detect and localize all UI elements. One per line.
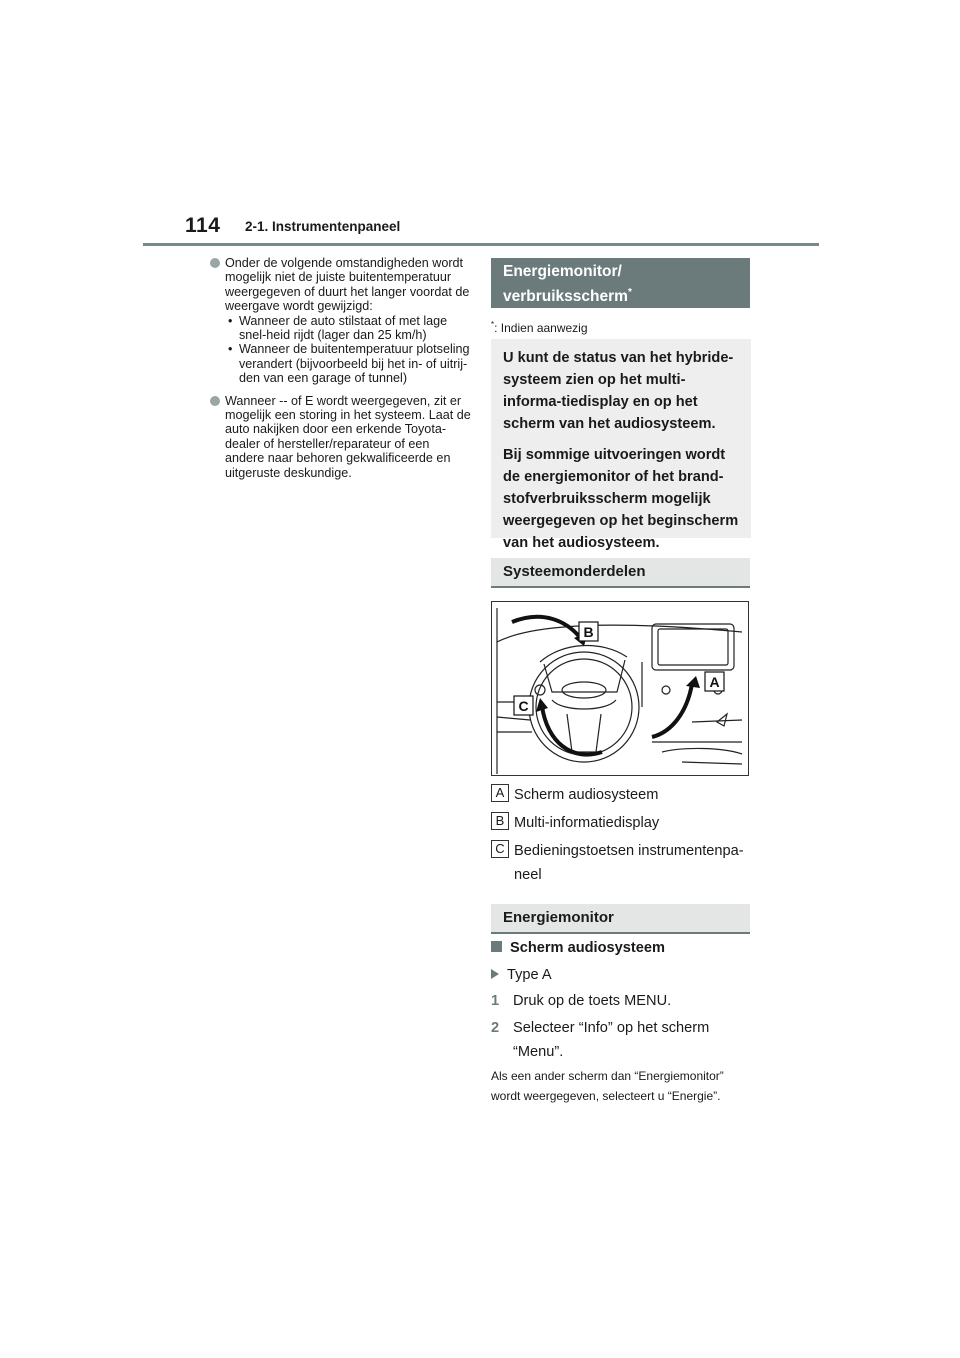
label-b: B xyxy=(583,624,594,640)
footnote: *: Indien aanwezig xyxy=(491,320,588,335)
step-number: 1 xyxy=(491,993,500,1009)
legend-item xyxy=(491,811,753,835)
sub-bullet: • Wanneer de buitentemperatuur plotseling verandert (bijvoorbeeld bij het in- of uitrij-den van een garage of tunnel) xyxy=(228,342,470,386)
bullet-dot-icon xyxy=(210,396,220,406)
note-text: Onder de volgende omstandigheden wordt mogelijk niet de juiste buitentemperatuur weergegeven of duurt het langer voordat de weergave wordt gewijzigd: xyxy=(225,256,470,314)
legend-item xyxy=(491,839,753,883)
header-divider xyxy=(143,243,819,246)
legend-item xyxy=(491,783,753,807)
summary-paragraph: U kunt de status van het hybride-systeem zien op het multi-informa-tiedisplay en op het scherm van het audiosysteem. xyxy=(503,350,734,432)
type-label: Type A xyxy=(491,967,552,983)
note-item xyxy=(210,394,472,480)
legend-text: Bedieningstoetsen instrumentenpa-neel xyxy=(514,843,744,883)
chapter-title: 2-1. Instrumentenpaneel xyxy=(245,219,401,234)
step-number: 2 xyxy=(491,1020,500,1036)
section-heading-systeemonderdelen: Systeemonderdelen xyxy=(491,558,750,588)
bullet-dot-icon xyxy=(210,258,220,268)
note-text: Wanneer -- of E wordt weergegeven, zit er mogelijk een storing in het systeem. Laat de auto nakijken door een erkende Toyota-dealer of hersteller/reparateur of een andere naar behoren gekwalificeerde en uitgeruste deskundige. xyxy=(225,393,471,480)
dashboard-drawing xyxy=(492,602,748,775)
step-text: Druk op de toets MENU. xyxy=(513,993,672,1009)
triangle-bullet-icon xyxy=(491,969,499,979)
legend-letter: C xyxy=(491,840,509,858)
legend-letter: B xyxy=(491,812,509,830)
subheading: Scherm audiosysteem xyxy=(491,940,665,956)
page-number: 114 xyxy=(185,214,221,237)
legend-letter: A xyxy=(491,784,509,802)
label-c: C xyxy=(518,698,529,714)
label-a: A xyxy=(709,674,720,690)
info-note: Als een ander scherm dan “Energiemonitor” wordt weergegeven, selecteert u “Energie”. xyxy=(491,1069,724,1103)
section-heading-energiemonitor: Energiemonitor xyxy=(491,904,750,934)
sub-bullet: • Wanneer de auto stilstaat of met lage snel-heid rijdt (lager dan 25 km/h) xyxy=(228,313,448,343)
section-heading-energiemonitor-verbruiksscherm: Energiemonitor/ verbruiksscherm* xyxy=(491,258,750,308)
dashboard-illustration xyxy=(491,601,749,776)
legend-text: Multi-informatiedisplay xyxy=(514,815,660,831)
summary-paragraph: Bij sommige uitvoeringen wordt de energiemonitor of het brand-stofverbruiksscherm mogelijk weergegeven op het beginscherm van het audiosysteem. xyxy=(503,447,739,551)
note-item xyxy=(210,256,472,386)
square-bullet-icon xyxy=(491,941,502,952)
legend-text: Scherm audiosysteem xyxy=(514,787,659,803)
summary-box xyxy=(491,339,751,551)
step-text: Selecteer “Info” op het scherm “Menu”. xyxy=(513,1020,710,1060)
left-column xyxy=(210,256,472,488)
